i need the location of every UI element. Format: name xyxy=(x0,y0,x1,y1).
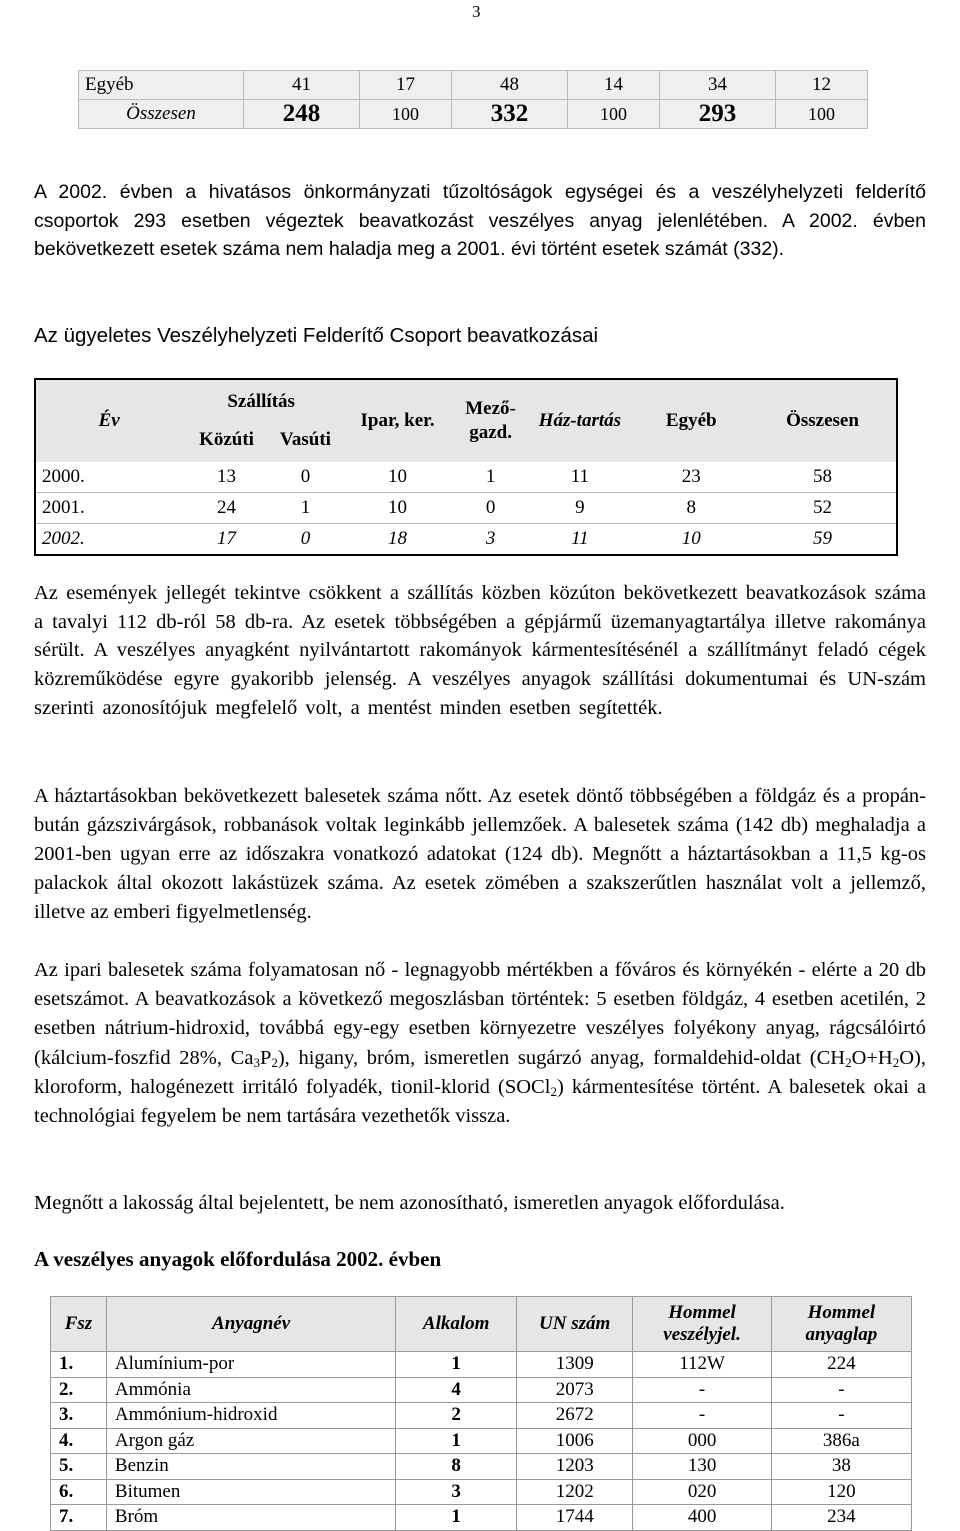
cell: 000 xyxy=(633,1428,771,1454)
table-header-row xyxy=(51,1297,912,1352)
cell: 248 xyxy=(244,100,360,129)
summary-table xyxy=(78,70,868,129)
cell: 234 xyxy=(771,1505,911,1531)
cell: 24 xyxy=(182,493,271,524)
cell: 332 xyxy=(451,100,567,129)
cell: 400 xyxy=(633,1505,771,1531)
cell: 11 xyxy=(570,466,589,487)
cell: 120 xyxy=(771,1479,911,1505)
cell: 1 xyxy=(396,1352,517,1378)
cell: Ammónia xyxy=(106,1377,395,1403)
cell: Benzin xyxy=(106,1454,395,1480)
cell: 52 xyxy=(749,493,897,524)
cell: 224 xyxy=(771,1352,911,1378)
subscript: 2 xyxy=(845,1054,852,1070)
col-other: Egyéb xyxy=(665,410,717,431)
col-name: Anyagnév xyxy=(106,1297,395,1352)
section-heading: Az ügyeletes Veszélyhelyzeti Felderítő Csoport beavatkozásai xyxy=(34,324,599,347)
cell: 2 xyxy=(396,1403,517,1429)
cell: 17 xyxy=(182,524,271,556)
cell: 020 xyxy=(633,1479,771,1505)
cell: 11 xyxy=(526,524,633,556)
col-transport: Szállítás xyxy=(227,391,295,412)
hazardous-materials-table xyxy=(50,1296,912,1531)
cell: 0 xyxy=(455,493,526,524)
cell: 10 xyxy=(634,524,749,556)
table-row xyxy=(51,1403,912,1429)
cell: 2073 xyxy=(517,1377,633,1403)
cell: 3. xyxy=(51,1403,107,1429)
cell: 4. xyxy=(51,1428,107,1454)
cell: 112W xyxy=(633,1352,771,1378)
paragraph-household: A háztartásokban bekövetkezett balesetek száma nőtt. Az esetek döntő többségében a földgáz és a propán-bután gázszivárgások, robbanások voltak leginkább jellemzőek. A balesetek száma (142 db) meghaladja a 2001-ben ugyan erre az időszakra vonatkozó adatokat (124 db). Megnőtt a háztartásokban a 11,5 kg-os palackok által okozott lakástüzek száma. Az esetek zömében a szakszerűtlen használat volt a jellemző, illetve az emberi figyelmetlenség. xyxy=(34,785,926,923)
col-year: Év xyxy=(98,410,120,431)
table-row xyxy=(35,493,897,524)
col-total: Összesen xyxy=(786,410,859,431)
cell: 2. xyxy=(51,1377,107,1403)
table-row xyxy=(51,1479,912,1505)
paragraph-transport: Az események jellegét tekintve csökkent a szállítás közben közúton bekövetkezett beavatkozások száma a tavalyi 112 db-ról 58 db-ra. Az esetek többségében a gépjármű üzemanyagtartálya illetve rakománya sérült. A veszélyes anyagként nyilvántartott rakományok kármentesítésénél a szállítmányt feladó cégek közreműködése egyre gyakoribb jelenség. A veszélyes anyagok szállítási dokumentumai és UN-szám szerinti azonosítójuk megfelelő volt, a mentést minden esetben segítették. xyxy=(34,582,926,719)
cell: Ammónium-hidroxid xyxy=(106,1403,395,1429)
cell: 1 xyxy=(485,466,496,487)
paragraph-unknown: Megnőtt a lakosság által bejelentett, be nem azonosítható, ismeretlen anyagok előfordulása. xyxy=(34,1192,785,1214)
cell: 10 xyxy=(340,493,455,524)
cell: 17 xyxy=(360,71,452,100)
cell: 10 xyxy=(388,466,408,487)
cell: 0 xyxy=(300,466,311,487)
cell: Bróm xyxy=(106,1505,395,1531)
col-fsz: Fsz xyxy=(51,1297,107,1352)
text-run: O), kloroform, halogénezett irritáló folyadék, tionil-klorid (SOCl xyxy=(34,1046,926,1098)
col-agri: Mező-gazd. xyxy=(465,398,516,443)
cell: 13 xyxy=(217,466,237,487)
col-house: Ház-tartás xyxy=(538,410,622,431)
subscript: 3 xyxy=(253,1054,260,1070)
cell: 6. xyxy=(51,1479,107,1505)
col-hommel-sign: Hommel veszélyjel. xyxy=(633,1297,771,1352)
cell: 1 xyxy=(271,493,340,524)
cell: 48 xyxy=(451,71,567,100)
cell: 59 xyxy=(749,524,897,556)
row-label: Egyéb xyxy=(79,71,244,100)
cell: 12 xyxy=(776,71,868,100)
cell: 1203 xyxy=(517,1454,633,1480)
cell: 2002. xyxy=(35,524,182,556)
cell: 1 xyxy=(396,1428,517,1454)
cell: - xyxy=(633,1403,771,1429)
table-row xyxy=(51,1377,912,1403)
cell: 100 xyxy=(776,100,868,129)
cell: 1006 xyxy=(517,1428,633,1454)
cell: 23 xyxy=(681,466,701,487)
cell: 0 xyxy=(271,524,340,556)
cell: 2001. xyxy=(35,493,182,524)
subscript: 2 xyxy=(271,1054,278,1070)
cell: 18 xyxy=(340,524,455,556)
col-rail: Vasúti xyxy=(279,429,331,450)
text-run: Az ipari balesetek száma folyamatosan nő - legnagyobb mértékben a főváros és környékén - elérte a 20 db esetszámot. A beavatkozások a következő megoszlásban történtek: 5 esetben földgáz, 4 esetben acetilén, 2 esetben nátrium-hidroxid, továbbá egy-egy esetben környezetre veszélyes folyékony anyag, rágcsálóirtó (kálcium-foszfid 28%, Ca xyxy=(34,959,926,1069)
paragraph-intro: A 2002. évben a hivatásos önkormányzati tűzoltóságok egységei és a veszélyhelyzeti felderítő csoportok 293 esetben végeztek beavatkozást veszélyes anyag jelenlétében. A 2002. évben bekövetkezett esetek száma nem haladja meg a 2001. évi történt esetek számát (332). xyxy=(34,181,926,261)
text-run: ), higany, bróm, ismeretlen sugárzó anyag, formaldehid-oldat (CH xyxy=(277,1046,846,1069)
interventions-table xyxy=(34,378,898,556)
col-un: UN szám xyxy=(517,1297,633,1352)
text-run: O+H xyxy=(851,1046,893,1069)
text-run: P xyxy=(259,1046,272,1069)
cell: 1. xyxy=(51,1352,107,1378)
col-road: Közúti xyxy=(199,429,254,450)
table-row xyxy=(51,1352,912,1378)
cell: 2000. xyxy=(42,466,85,487)
page-number: 3 xyxy=(472,2,481,21)
cell: 1744 xyxy=(517,1505,633,1531)
col-hommel-sheet: Hommel anyaglap xyxy=(771,1297,911,1352)
cell: 100 xyxy=(360,100,452,129)
table-header-row xyxy=(35,379,897,418)
table-row xyxy=(35,462,897,493)
table-row xyxy=(35,524,897,556)
cell: Alumínium-por xyxy=(106,1352,395,1378)
cell: 41 xyxy=(244,71,360,100)
col-occasion: Alkalom xyxy=(396,1297,517,1352)
cell: 130 xyxy=(633,1454,771,1480)
subscript: 2 xyxy=(892,1054,900,1070)
cell: - xyxy=(771,1403,911,1429)
cell: 100 xyxy=(568,100,660,129)
cell: 293 xyxy=(659,100,775,129)
cell: 5. xyxy=(51,1454,107,1480)
text-run: ) kármentesítése történt. A balesetek okai a technológiai fegyelem be nem tartására vezethetők vissza. xyxy=(34,1075,926,1128)
cell: 58 xyxy=(812,466,832,487)
table-row xyxy=(51,1428,912,1454)
cell: 8 xyxy=(634,493,749,524)
cell: 1 xyxy=(396,1505,517,1531)
cell: 1202 xyxy=(517,1479,633,1505)
cell: Argon gáz xyxy=(106,1428,395,1454)
cell: 1309 xyxy=(517,1352,633,1378)
cell: 386a xyxy=(771,1428,911,1454)
cell: 2672 xyxy=(517,1403,633,1429)
table-row xyxy=(79,71,868,100)
cell: 7. xyxy=(51,1505,107,1531)
cell: 3 xyxy=(455,524,526,556)
cell: 14 xyxy=(568,71,660,100)
cell: 38 xyxy=(771,1454,911,1480)
table-row xyxy=(51,1505,912,1531)
cell: 8 xyxy=(396,1454,517,1480)
section-heading: A veszélyes anyagok előfordulása 2002. évben xyxy=(34,1247,442,1271)
cell: 3 xyxy=(396,1479,517,1505)
cell: - xyxy=(633,1377,771,1403)
table-row xyxy=(79,100,868,129)
cell: 4 xyxy=(396,1377,517,1403)
cell: 9 xyxy=(526,493,633,524)
col-industry: Ipar, ker. xyxy=(360,410,435,431)
table-row xyxy=(51,1454,912,1480)
cell: 34 xyxy=(659,71,775,100)
cell: Bitumen xyxy=(106,1479,395,1505)
cell: - xyxy=(771,1377,911,1403)
subscript: 2 xyxy=(550,1083,557,1099)
row-label: Összesen xyxy=(79,100,244,129)
paragraph-industrial xyxy=(34,956,926,1131)
